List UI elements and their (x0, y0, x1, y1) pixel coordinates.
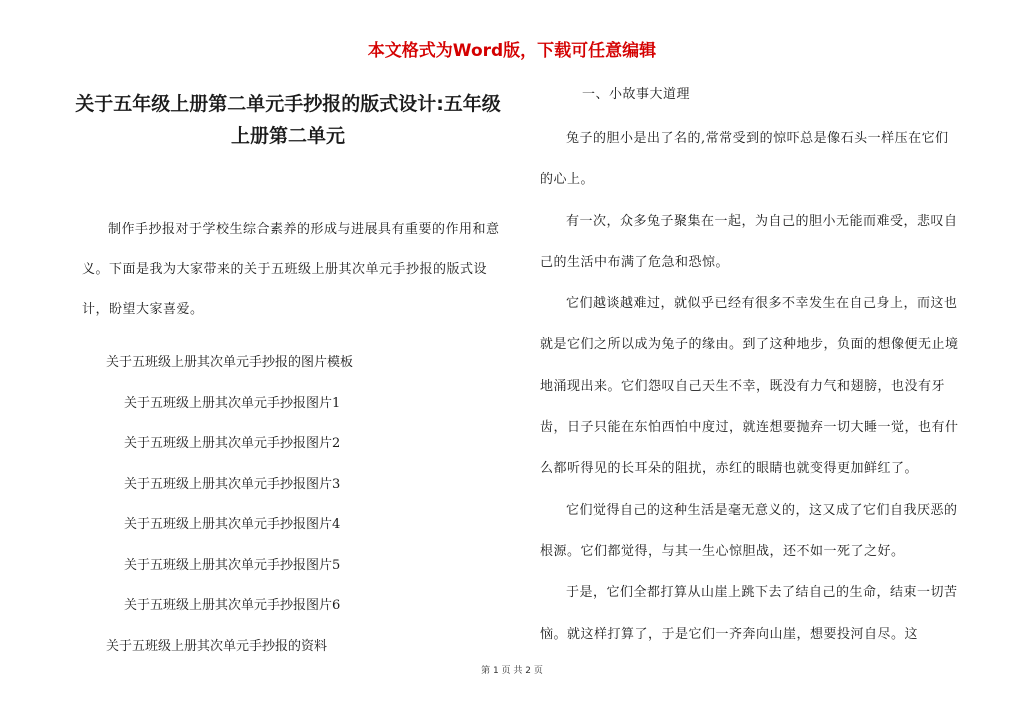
left-column (68, 88, 508, 667)
document-title (68, 88, 508, 152)
template-heading: 关于五班级上册其次单元手抄报的图片模板 (106, 355, 354, 370)
title-line-1: 关于五年级上册第二单元手抄报的版式设计:五年级 (75, 93, 501, 115)
picture-item: 关于五班级上册其次单元手抄报图片3 (124, 476, 341, 492)
picture-item: 关于五班级上册其次单元手抄报图片1 (124, 395, 341, 411)
story-paragraph: 兔子的胆小是出了名的,常常受到的惊吓总是像石头一样压在它们的心上。 (540, 131, 949, 188)
story-paragraph: 于是，它们全都打算从山崖上跳下去了结自己的生命，结束一切苦恼。就这样打算了，于是它们一齐奔向山崖，想要投河自尽。这 (540, 585, 958, 642)
title-line-2: 上册第二单元 (230, 125, 345, 147)
picture-item: 关于五班级上册其次单元手抄报图片5 (124, 557, 341, 573)
picture-item: 关于五班级上册其次单元手抄报图片6 (124, 598, 341, 613)
intro-paragraph: 制作手抄报对于学校生综合素养的形成与进展具有重要的作用和意义。下面是我为大家带来的关于五班级上册其次单元手抄报的版式设计，盼望大家喜爱。 (82, 222, 500, 317)
story-paragraph: 它们觉得自己的这种生活是毫无意义的，这又成了它们自我厌恶的根源。它们都觉得，与其一生心惊胆战，还不如一死了之好。 (540, 502, 958, 559)
material-heading: 关于五班级上册其次单元手抄报的资料 (106, 638, 328, 654)
page-footer: 第 1 页 共 2 页 (481, 666, 543, 676)
word-version-banner: 本文格式为Word版，下载可任意编辑 (367, 41, 657, 61)
picture-item: 关于五班级上册其次单元手抄报图片4 (124, 517, 341, 532)
story-paragraph: 它们越谈越难过，就似乎已经有很多不幸发生在自己身上，而这也就是它们之所以成为兔子的缘由。到了这种地步，负面的想像便无止境地涌现出来。它们怨叹自己天生不幸，既没有力气和翅膀，也没有牙齿，日子只能在东怕西怕中度过，就连想要抛弃一切大睡一觉，也有什么都听得见的长耳朵的阻扰，赤红的眼睛也就变得更加鲜红了。 (540, 296, 959, 477)
story-paragraph: 有一次，众多兔子聚集在一起，为自己的胆小无能而难受，悲叹自己的生活中布满了危急和恐惊。 (540, 213, 958, 270)
picture-item: 关于五班级上册其次单元手抄报图片2 (124, 436, 341, 451)
story-heading: 一、小故事大道理 (582, 87, 691, 102)
right-column (540, 84, 960, 655)
